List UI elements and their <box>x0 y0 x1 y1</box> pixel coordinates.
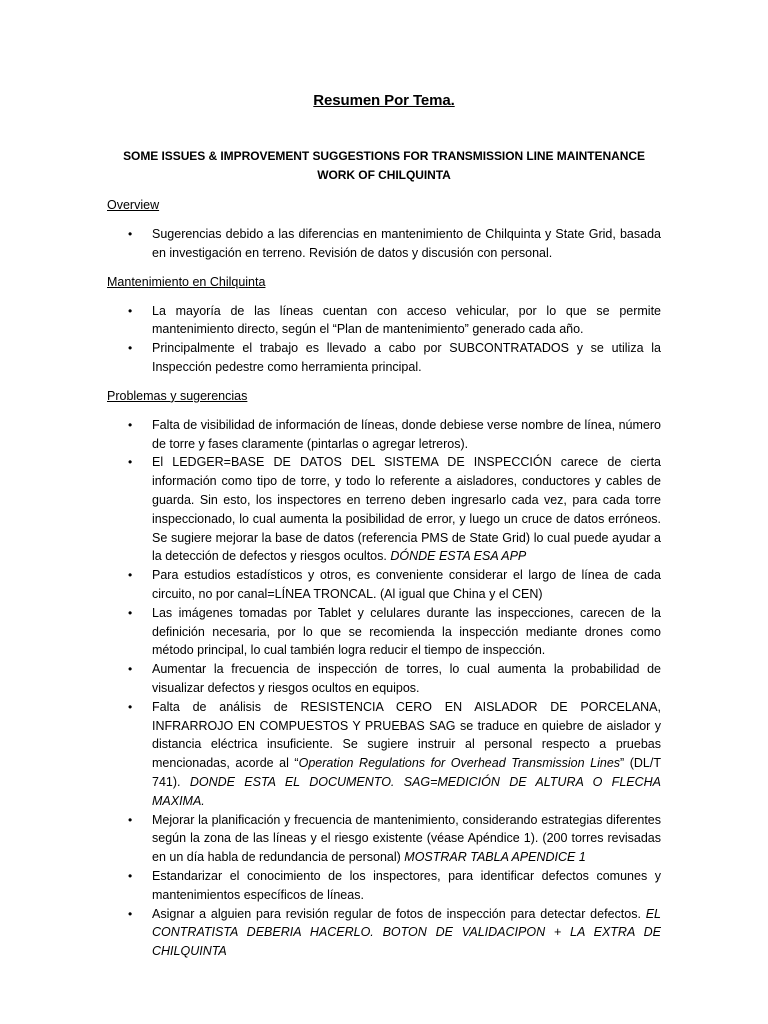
section-heading-overview: Overview <box>107 198 160 212</box>
list-item <box>107 698 661 811</box>
list-item-text: Principalmente el trabajo es llevado a cabo por SUBCONTRATADOS y se utiliza la Inspección pedestre como herramienta principal. <box>152 341 661 374</box>
section-maintenance <box>107 273 661 377</box>
list-item <box>107 302 661 340</box>
section-heading-maintenance: Mantenimiento en Chilquinta <box>107 274 266 289</box>
section-heading-problems: Problemas y sugerencias <box>107 388 248 403</box>
reviewer-note: DÓNDE ESTA ESA APP <box>386 549 527 564</box>
document-title: Resumen Por Tema. <box>313 92 455 109</box>
list-item-text: Falta de análisis de RESISTENCIA CERO EN AISLADOR DE PORCELANA, INFRARROJO EN COMPUESTOS Y PRUEBAS SAG se traduce en quiebre de aislador y distancia eléctrica insuficiente. Se sugiere instruir al personal respecto a pruebas mencionadas, acorde al “ <box>152 699 661 771</box>
bullet-icon: • <box>128 868 133 883</box>
document-reference: Operation Regulations for Overhead Transmission Lines <box>298 756 621 771</box>
list-item <box>107 339 661 377</box>
list-item <box>107 604 661 660</box>
list-item-text: Las imágenes tomadas por Tablet y celulares durante las inspecciones, carecen de la definición necesaria, por lo que se recomienda la inspección mediante drones como método principal, lo cual también logra reducir el tiempo de inspección. <box>152 605 661 658</box>
list-item-text: Sugerencias debido a las diferencias en mantenimiento de Chilquinta y State Grid, basada en investigación en terreno. Revisión de datos y discusión con personal. <box>152 227 661 260</box>
bullet-icon: • <box>128 455 133 470</box>
list-item-text: Mejorar la planificación y frecuencia de mantenimiento, considerando estrategias diferentes según la zona de las líneas y el riesgo existente (véase Apéndice 1). (200 torres revisadas en un día habla de redundancia de personal) <box>152 812 661 865</box>
reviewer-note: DONDE ESTA EL DOCUMENTO. SAG=MEDICIÓN DE ALTURA O FLECHA MAXIMA. <box>152 774 662 808</box>
reviewer-note: MOSTRAR TABLA APENDICE 1 <box>404 850 586 865</box>
list-item <box>107 566 661 604</box>
list-item <box>107 225 661 263</box>
list-item-text: Aumentar la frecuencia de inspección de torres, lo cual aumenta la probabilidad de visualizar defectos y riesgos ocultos en equipos. <box>152 662 661 695</box>
problems-list <box>107 416 661 961</box>
list-item <box>107 416 661 454</box>
list-item-text: Asignar a alguien para revisión regular de fotos de inspección para detectar defectos. <box>152 906 646 921</box>
list-item-text: Estandarizar el conocimiento de los inspectores, para identificar defectos comunes y mantenimientos específicos de líneas. <box>152 868 661 902</box>
list-item-text: Para estudios estadísticos y otros, es conveniente considerar el largo de línea de cada circuito, no por canal=LÍNEA TRONCAL. (Al igual que China y el CEN) <box>152 568 661 601</box>
bullet-icon: • <box>128 605 133 620</box>
bullet-icon: • <box>128 227 133 241</box>
overview-list <box>107 225 661 263</box>
bullet-icon: • <box>128 812 133 827</box>
list-item <box>107 867 661 905</box>
list-item-text: El LEDGER=BASE DE DATOS DEL SISTEMA DE INSPECCIÓN carece de cierta información como tipo de torre, y todo lo referente a aisladores, conductores y cables de guarda. Sin esto, los inspectores en terreno deben ingresarlo cada vez, para cada torre inspeccionado, lo cual aumenta la posibilidad de error, y luego un cruce de datos erróneos. Se sugiere mejorar la base de datos (referencia PMS de State Grid) lo cual puede ayudar a la detección de defectos y riesgos ocultos. <box>152 455 661 564</box>
bullet-icon: • <box>128 417 133 432</box>
list-item-text: Falta de visibilidad de información de líneas, donde debiese verse nombre de línea, número de torre y fases claramente (pintarlas o agregar letreros). <box>152 417 661 451</box>
list-item <box>107 905 661 961</box>
bullet-icon: • <box>128 906 133 921</box>
bullet-icon: • <box>128 699 133 714</box>
bullet-icon: • <box>128 303 133 318</box>
list-item-text-continued: ” (DL/T 741). <box>152 756 661 789</box>
document-subtitle: SOME ISSUES & IMPROVEMENT SUGGESTIONS FOR TRANSMISSION LINE MAINTENANCE WORK OF CHILQUINTA <box>123 149 645 182</box>
list-item <box>107 660 661 698</box>
maintenance-list <box>107 302 661 377</box>
bullet-icon: • <box>128 568 133 583</box>
list-item <box>107 453 661 566</box>
reviewer-note: EL CONTRATISTA DEBERIA HACERLO. BOTON DE VALIDACIPON + LA EXTRA DE CHILQUINTA <box>152 906 661 959</box>
bullet-icon: • <box>128 341 133 356</box>
section-problems <box>107 387 661 961</box>
list-item <box>107 811 661 867</box>
bullet-icon: • <box>128 662 133 677</box>
list-item-text: La mayoría de las líneas cuentan con acceso vehicular, por lo que se permite mantenimiento directo, según el “Plan de mantenimiento” generado cada año. <box>152 303 661 337</box>
section-overview <box>107 196 661 263</box>
